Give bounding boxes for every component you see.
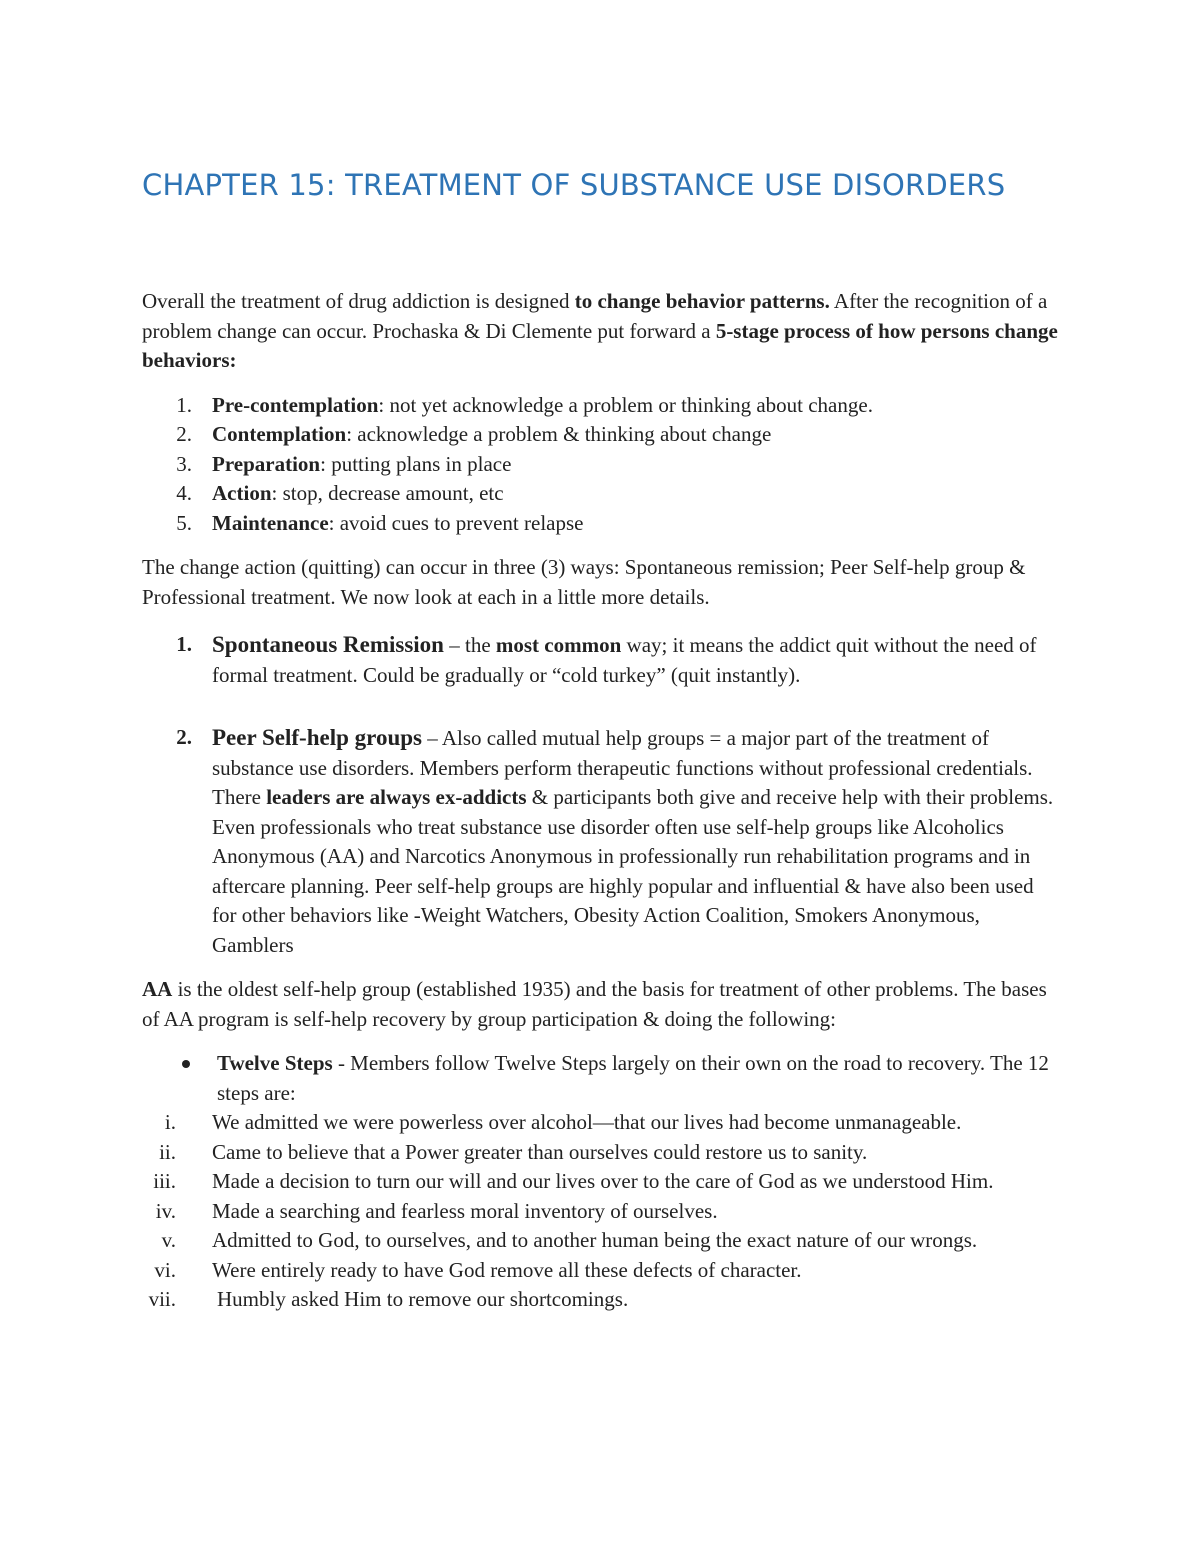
aa-paragraph: AA is the oldest self-help group (established 1935) and the basis for treatment of other problems. The bases of AA program is self-help recovery by group participation & doing the following: <box>142 977 1047 1031</box>
list-item: 5. Maintenance: avoid cues to prevent relapse <box>176 510 584 535</box>
list-item: 2. Contemplation: acknowledge a problem & thinking about change <box>176 422 772 446</box>
list-item: iv. Made a searching and fearless moral inventory of ourselves. <box>155 1198 718 1223</box>
intro-paragraph: Overall the treatment of drug addiction is designed to change behavior patterns. After the recognition of a problem change can occur. Prochaska & Di Clemente put forward a 5-stage process of how persons change behaviors: <box>142 289 1058 372</box>
list-item: Twelve Steps - Members follow Twelve Steps largely on their own on the road to recovery. The 12 steps are: <box>142 1049 1062 1108</box>
bullet-icon <box>182 1060 190 1068</box>
list-item: v. Admitted to God, to ourselves, and to another human being the exact nature of our wrongs. <box>161 1228 978 1252</box>
aa-bullet-list <box>142 1049 1062 1108</box>
list-item: vii. Humbly asked Him to remove our shortcomings. <box>148 1287 629 1311</box>
list-item: 1. Spontaneous Remission – the most common way; it means the addict quit without the need of formal treatment. Could be gradually or “cold turkey” (quit instantly). <box>176 632 1037 687</box>
change-stages-list <box>142 391 1062 539</box>
list-item: ii. Came to believe that a Power greater than ourselves could restore us to sanity. <box>159 1139 868 1164</box>
change-action-paragraph: The change action (quitting) can occur in three (3) ways: Spontaneous remission; Peer Self-help group & Professional treatment. We now look at each in a little more details. <box>142 555 1026 609</box>
twelve-steps-list <box>142 1108 1062 1315</box>
way-heading: Spontaneous Remission <box>212 632 444 657</box>
document-body <box>142 287 1062 1315</box>
list-item: 4. Action: stop, decrease amount, etc <box>176 481 504 505</box>
list-item: i. We admitted we were powerless over alcohol—that our lives had become unmanageable. <box>164 1110 962 1134</box>
change-ways-list <box>142 630 1062 960</box>
list-item: 1. Pre-contemplation: not yet acknowledge a problem or thinking about change. <box>176 392 873 417</box>
list-item: 2. Peer Self-help groups – Also called mutual help groups = a major part of the treatment of substance use disorders. Members perform therapeutic functions without professional credentials. There leaders are always ex-addicts & participants both give and receive help with their problems. Even professionals who treat substance use disorder often use self-help groups like Alcoholics Anonymous (AA) and Narcotics Anonymous in professionally run rehabilitation programs and in aftercare planning. Peer self-help groups are highly popular and influential & have also been used for other behaviors like -Weight Watchers, Obesity Action Coalition, Smokers Anonymous, Gamblers <box>176 725 1054 957</box>
list-item: vi. Were entirely ready to have God remove all these defects of character. <box>154 1257 802 1282</box>
list-item: 3. Preparation: putting plans in place <box>176 451 512 476</box>
list-item: iii. Made a decision to turn our will and our lives over to the care of God as we understood Him. <box>153 1169 994 1193</box>
chapter-title: CHAPTER 15: TREATMENT OF SUBSTANCE USE DISORDERS <box>142 168 1006 202</box>
way-heading: Peer Self-help groups <box>212 725 422 750</box>
